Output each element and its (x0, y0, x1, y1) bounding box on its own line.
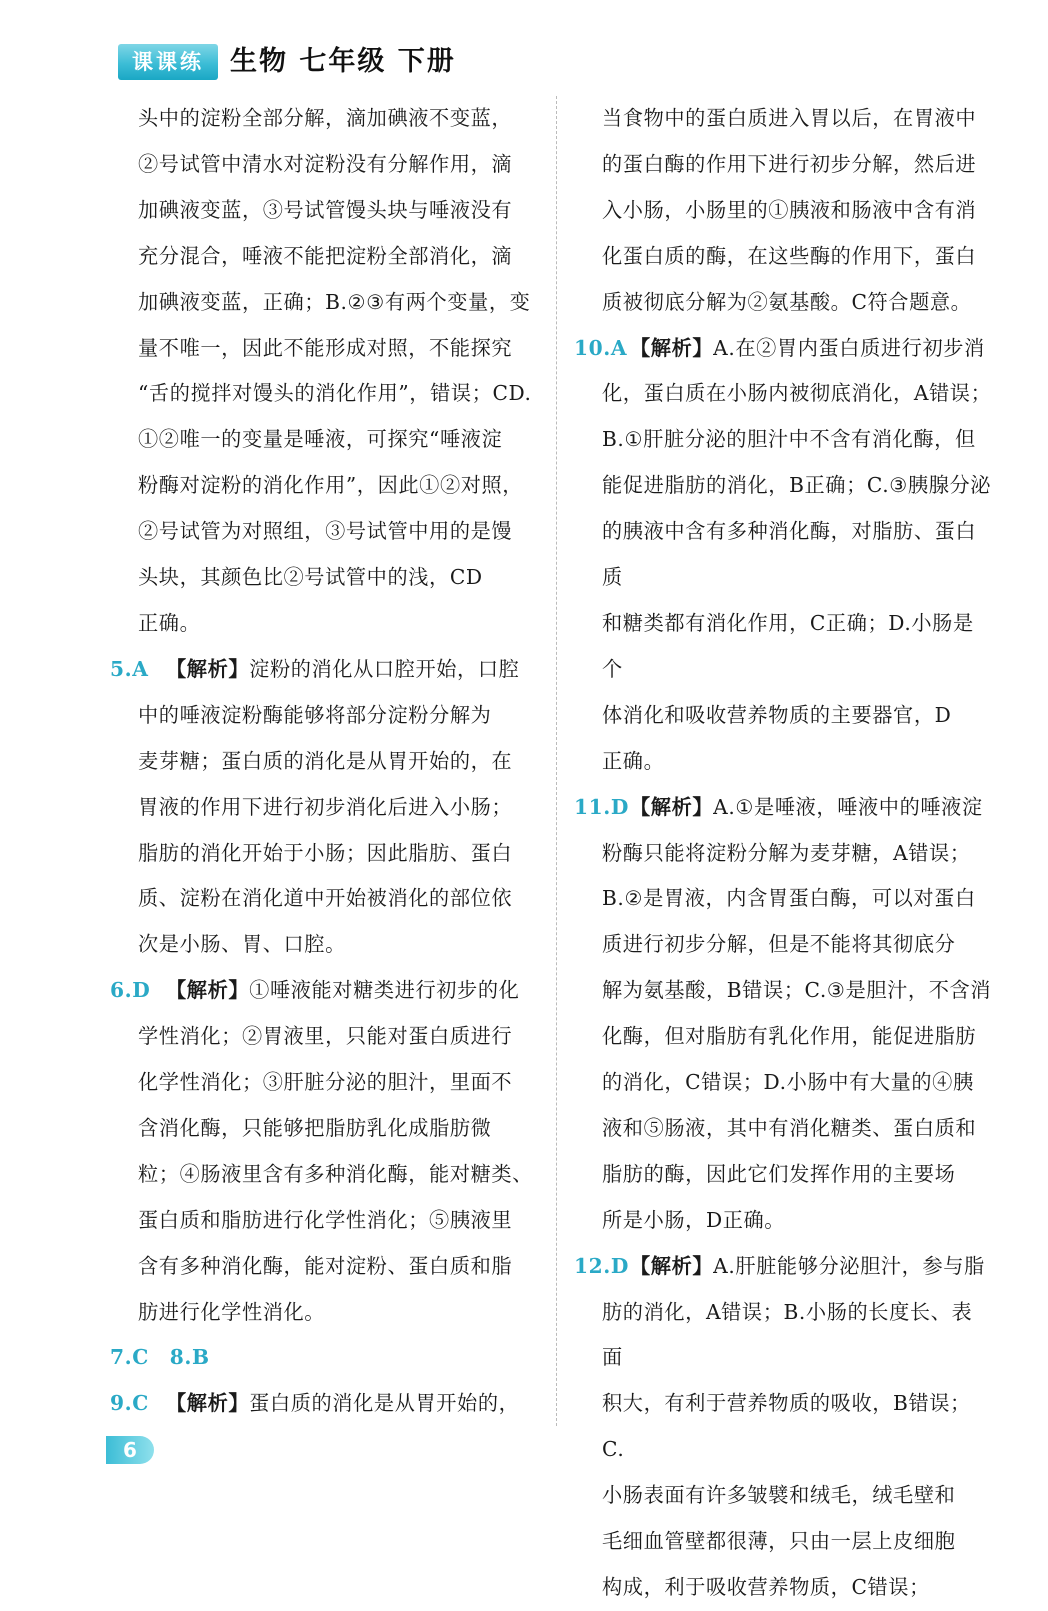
text-line: 脂肪的酶，因此它们发挥作用的主要场 (602, 1161, 956, 1186)
text-line: ②号试管中清水对淀粉没有分解作用，滴 (138, 151, 513, 176)
analysis-tag: 【解析】 (166, 656, 250, 681)
text-line: 的蛋白酶的作用下进行初步分解，然后进 (602, 151, 977, 176)
answer-9-continuation (574, 96, 992, 326)
text-line: ②号试管为对照组，③号试管中用的是馒 (138, 519, 513, 544)
answer-11 (574, 785, 992, 1244)
text-line: “舌的搅拌对馒头的消化作用”，错误；CD. (138, 381, 532, 406)
text-line: 能促进脂肪的消化，B正确；C.③胰腺分泌 (602, 473, 992, 498)
text-line: B.②是胃液，内含胃蛋白酶，可以对蛋白 (602, 886, 976, 911)
text-line: 蛋白质和脂肪进行化学性消化；⑤胰液里 (138, 1207, 513, 1232)
text-line: 胃液的作用下进行初步消化后进入小肠； (138, 794, 513, 819)
text-line: 粉酶对淀粉的消化作用”，因此①②对照， (138, 473, 524, 498)
answers-7-8 (110, 1335, 536, 1381)
answer-6 (110, 968, 536, 1335)
question-number: 9.C (110, 1391, 149, 1416)
text-line: 肪进行化学性消化。 (138, 1299, 326, 1324)
text-line: A.肝脏能够分泌胆汁，参与脂 (713, 1253, 985, 1278)
text-line: 化，蛋白质在小肠内被彻底消化，A错误； (602, 381, 992, 406)
left-column (110, 96, 536, 1427)
text-line: 头块，其颜色比②号试管中的浅，CD (138, 565, 483, 590)
text-line: 加碘液变蓝，正确；B.②③有两个变量，变 (138, 289, 531, 314)
text-line: 当食物中的蛋白质进入胃以后，在胃液中 (602, 106, 977, 130)
text-line: 的胰液中含有多种消化酶，对脂肪、蛋白质 (602, 519, 977, 590)
text-line: 和糖类都有消化作用，C正确；D.小肠是个 (602, 610, 974, 681)
text-line: 头中的淀粉全部分解，滴加碘液不变蓝， (138, 106, 513, 130)
answer-body (602, 831, 992, 1244)
text-line: 淀粉的消化从口腔开始，口腔 (249, 656, 520, 681)
text-line: 中的唾液淀粉酶能够将部分淀粉分解为 (138, 702, 492, 727)
answer-body (138, 1014, 536, 1335)
text-line: 化酶，但对脂肪有乳化作用，能促进脂肪 (602, 1024, 977, 1049)
text-line: B.①肝脏分泌的胆汁中不含有消化酶，但 (602, 427, 976, 452)
answer-body (602, 1290, 992, 1611)
text-line: 粒；④肠液里含有多种消化酶，能对糖类、 (138, 1161, 533, 1186)
text-line: A.在②胃内蛋白质进行初步消 (713, 335, 985, 360)
text-line: 毛细血管壁都很薄，只由一层上皮细胞 (602, 1529, 956, 1554)
analysis-tag: 【解析】 (166, 978, 250, 1003)
answer-9 (110, 1381, 536, 1427)
text-line: 质被彻底分解为②氨基酸。C符合题意。 (602, 289, 972, 314)
answer-continuation (110, 96, 536, 647)
text-line: 质、淀粉在消化道中开始被消化的部位依 (138, 886, 513, 911)
question-number: 11.D (574, 794, 630, 819)
text-line: 蛋白质的消化是从胃开始的， (249, 1391, 520, 1416)
text-line: 含有多种消化酶，能对淀粉、蛋白质和脂 (138, 1253, 513, 1278)
page-number: 6 (106, 1436, 154, 1464)
text-line: 正确。 (138, 610, 201, 635)
text-line: 正确。 (602, 748, 665, 773)
question-number: 6.D (110, 978, 151, 1003)
text-line: 含消化酶，只能够把脂肪乳化成脂肪微 (138, 1115, 492, 1140)
text-line: 质进行初步分解，但是不能将其彻底分 (602, 932, 956, 957)
text-line: 学性消化；②胃液里，只能对蛋白质进行 (138, 1024, 513, 1049)
text-line: 脂肪的消化开始于小肠；因此脂肪、蛋白 (138, 840, 513, 865)
text-line: ①唾液能对糖类进行初步的化 (249, 978, 520, 1003)
text-line: 入小肠，小肠里的①胰液和肠液中含有消 (602, 197, 977, 222)
short-answers: 7.C 8.B (110, 1345, 210, 1370)
answer-10 (574, 326, 992, 785)
text-line: 粉酶只能将淀粉分解为麦芽糖，A错误； (602, 840, 971, 865)
text-line: 所是小肠，D正确。 (602, 1207, 786, 1232)
page-header (118, 40, 538, 84)
text-line: 肪的消化，A错误；B.小肠的长度长、表面 (602, 1299, 973, 1370)
text-line: A.①是唾液，唾液中的唾液淀 (713, 794, 983, 819)
text-line: 化蛋白质的酶，在这些酶的作用下，蛋白 (602, 243, 977, 268)
analysis-tag: 【解析】 (166, 1391, 250, 1416)
column-divider (556, 96, 557, 1426)
text-line: 构成，利于吸收营养物质，C错误； (602, 1575, 930, 1599)
text-line: 的消化，C错误；D.小肠中有大量的④胰 (602, 1070, 974, 1095)
answer-body (138, 693, 536, 968)
analysis-tag: 【解析】 (630, 1253, 714, 1278)
text-line: 液和⑤肠液，其中有消化糖类、蛋白质和 (602, 1115, 977, 1140)
book-subject-title: 生物 七年级 下册 (230, 46, 456, 77)
text-line: 充分混合，唾液不能把淀粉全部消化，滴 (138, 243, 513, 268)
answer-body (602, 371, 992, 784)
text-line: 解为氨基酸，B错误；C.③是胆汁，不含消 (602, 978, 992, 1003)
question-number: 12.D (574, 1253, 630, 1278)
text-line: 化学性消化；③肝脏分泌的胆汁，里面不 (138, 1070, 513, 1095)
answer-12 (574, 1244, 992, 1611)
text-line: 积大，有利于营养物质的吸收，B错误；C. (602, 1391, 971, 1462)
text-line: 次是小肠、胃、口腔。 (138, 932, 346, 957)
analysis-tag: 【解析】 (630, 794, 714, 819)
right-column (574, 96, 992, 1611)
text-line: 小肠表面有许多皱襞和绒毛，绒毛壁和 (602, 1483, 956, 1508)
answer-5 (110, 647, 536, 968)
text-line: 麦芽糖；蛋白质的消化是从胃开始的，在 (138, 748, 513, 773)
analysis-tag: 【解析】 (630, 335, 714, 360)
question-number: 10.A (574, 335, 628, 360)
text-line: 体消化和吸收营养物质的主要器官，D (602, 702, 952, 727)
text-line: 量不唯一，因此不能形成对照，不能探究 (138, 335, 513, 360)
text-line: 加碘液变蓝，③号试管馒头块与唾液没有 (138, 197, 513, 222)
text-line: ①②唯一的变量是唾液，可探究“唾液淀 (138, 427, 503, 452)
brand-logo: 课课练 (118, 44, 218, 80)
question-number: 5.A (110, 656, 149, 681)
